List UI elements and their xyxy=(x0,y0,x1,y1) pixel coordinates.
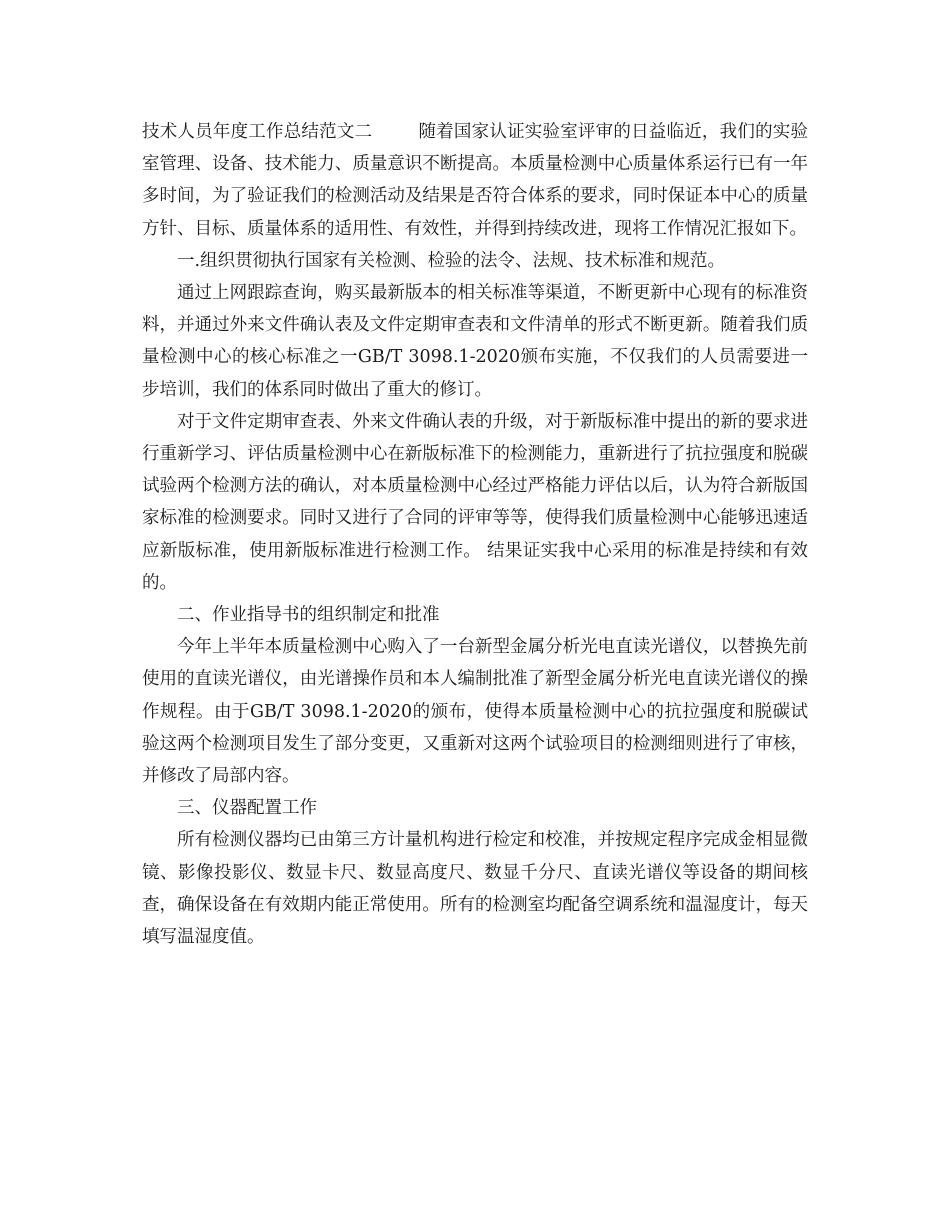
section-3-paragraph-1: 所有检测仪器均已由第三方计量机构进行检定和校准，并按规定程序完成金相显微镜、影像投影仪、数显卡尺、数显高度尺、数显千分尺、直读光谱仪等设备的期间核查，确保设备在有效期内能正常使用。所有的检测室均配备空调系统和温湿度计，每天填写温湿度值。 xyxy=(142,830,808,948)
intro-paragraph xyxy=(142,116,808,245)
section-3-heading: 三、仪器配置工作 xyxy=(177,798,317,819)
section-1-heading: 一.组织贯彻执行国家有关检测、检验的法令、法规、技术标准和规范。 xyxy=(177,250,726,271)
section-2-heading: 二、作业指导书的组织制定和批准 xyxy=(177,605,440,626)
section-2-paragraph-1: 今年上半年本质量检测中心购入了一台新型金属分析光电直读光谱仪，以替换先前使用的直读光谱仪，由光谱操作员和本人编制批准了新型金属分析光电直读光谱仪的操作规程。由于GB/T 3098.1-2020的颁布，使得本质量检测中心的抗拉强度和脱碳试验这两个检测项目发生了部分变更，又重新对这两个试验项目的检测细则进行了审核，并修改了局部内容。 xyxy=(142,637,808,787)
document-title: 技术人员年度工作总结范文二 xyxy=(142,122,373,142)
section-1-paragraph-2: 对于文件定期审查表、外来文件确认表的升级，对于新版标准中提出的新的要求进行重新学习、评估质量检测中心在新版标准下的检测能力，重新进行了抗拉强度和脱碳试验两个检测方法的确认，对本质量检测中心经过严格能力评估以后，认为符合新版国家标准的检测要求。同时又进行了合同的评审等等，使得我们质量检测中心能够迅速适应新版标准，使用新版标准进行检测工作。 结果证实我中心采用的标准是持续和有效的。 xyxy=(142,411,808,593)
section-1-paragraph-1: 通过上网跟踪查询，购买最新版本的相关标准等渠道，不断更新中心现有的标准资料，并通过外来文件确认表及文件定期审查表和文件清单的形式不断更新。随着我们质量检测中心的核心标准之一GB/T 3098.1-2020颁布实施，不仅我们的人员需要进一步培训，我们的体系同时做出了重大的修订。 xyxy=(142,283,808,400)
document-body xyxy=(142,116,808,953)
intro-text: 随着国家认证实验室评审的日益临近，我们的实验室管理、设备、技术能力、质量意识不断提高。本质量检测中心质量体系运行已有一年多时间，为了验证我们的检测活动及结果是否符合体系的要求，同时保证本中心的质量方针、目标、质量体系的适用性、有效性，并得到持续改进，现将工作情况汇报如下。 xyxy=(142,122,808,239)
